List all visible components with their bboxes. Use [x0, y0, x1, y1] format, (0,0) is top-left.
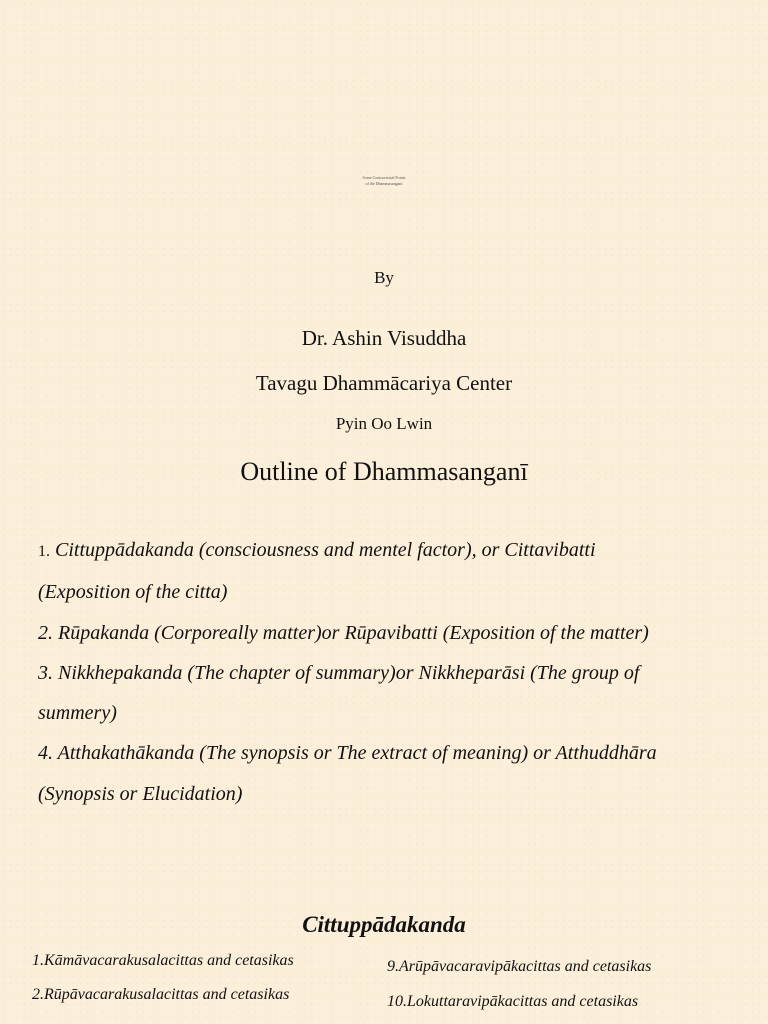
list-item: 9.Arūpāvacaravipākacittas and cetasikas — [387, 958, 652, 975]
cover-small-title-line-1: Some Controversial Points — [362, 175, 406, 180]
outline-list — [38, 530, 738, 814]
by-label: By — [374, 268, 394, 287]
outline-item-1-number: 1. — [38, 543, 50, 560]
outline-item-4-line-1: 4. Atthakathākanda (The synopsis or The extract of meaning) or Atthuddhāra — [38, 742, 657, 765]
outline-item-2: 2. Rūpakanda (Corporeally matter)or Rūpavibatti (Exposition of the matter) — [38, 621, 649, 644]
section-heading: Cittuppādakanda — [302, 912, 466, 937]
outline-item-1-text: Cittuppādakanda (consciousness and mentel factor), or Cittavibatti — [55, 539, 596, 561]
outline-item-3-line-2: summery) — [38, 702, 117, 725]
list-item: 1.Kāmāvacarakusalacittas and cetasikas — [32, 952, 294, 969]
cover-small-title — [0, 175, 768, 187]
institution-name: Tavagu Dhammācariya Center — [255, 371, 513, 395]
outline-item-4-line-2: (Synopsis or Elucidation) — [38, 782, 243, 805]
cover-small-title-line-2: of the Dhammasangani — [365, 181, 403, 186]
city-name: Pyin Oo Lwin — [335, 414, 433, 433]
list-item: 10.Lokuttaravipākacittas and cetasikas — [387, 993, 639, 1010]
outline-item-1-line-1 — [38, 530, 738, 572]
outline-item-3-line-1: 3. Nikkhepakanda (The chapter of summary)or Nikkheparāsi (The group of — [38, 661, 640, 684]
page-title: Outline of Dhammasanganī — [240, 457, 528, 486]
outline-item-1-line-2: (Exposition of the citta) — [38, 581, 228, 604]
list-item: 2.Rūpāvacarakusalacittas and cetasikas — [32, 986, 290, 1003]
author-name: Dr. Ashin Visuddha — [301, 326, 467, 350]
